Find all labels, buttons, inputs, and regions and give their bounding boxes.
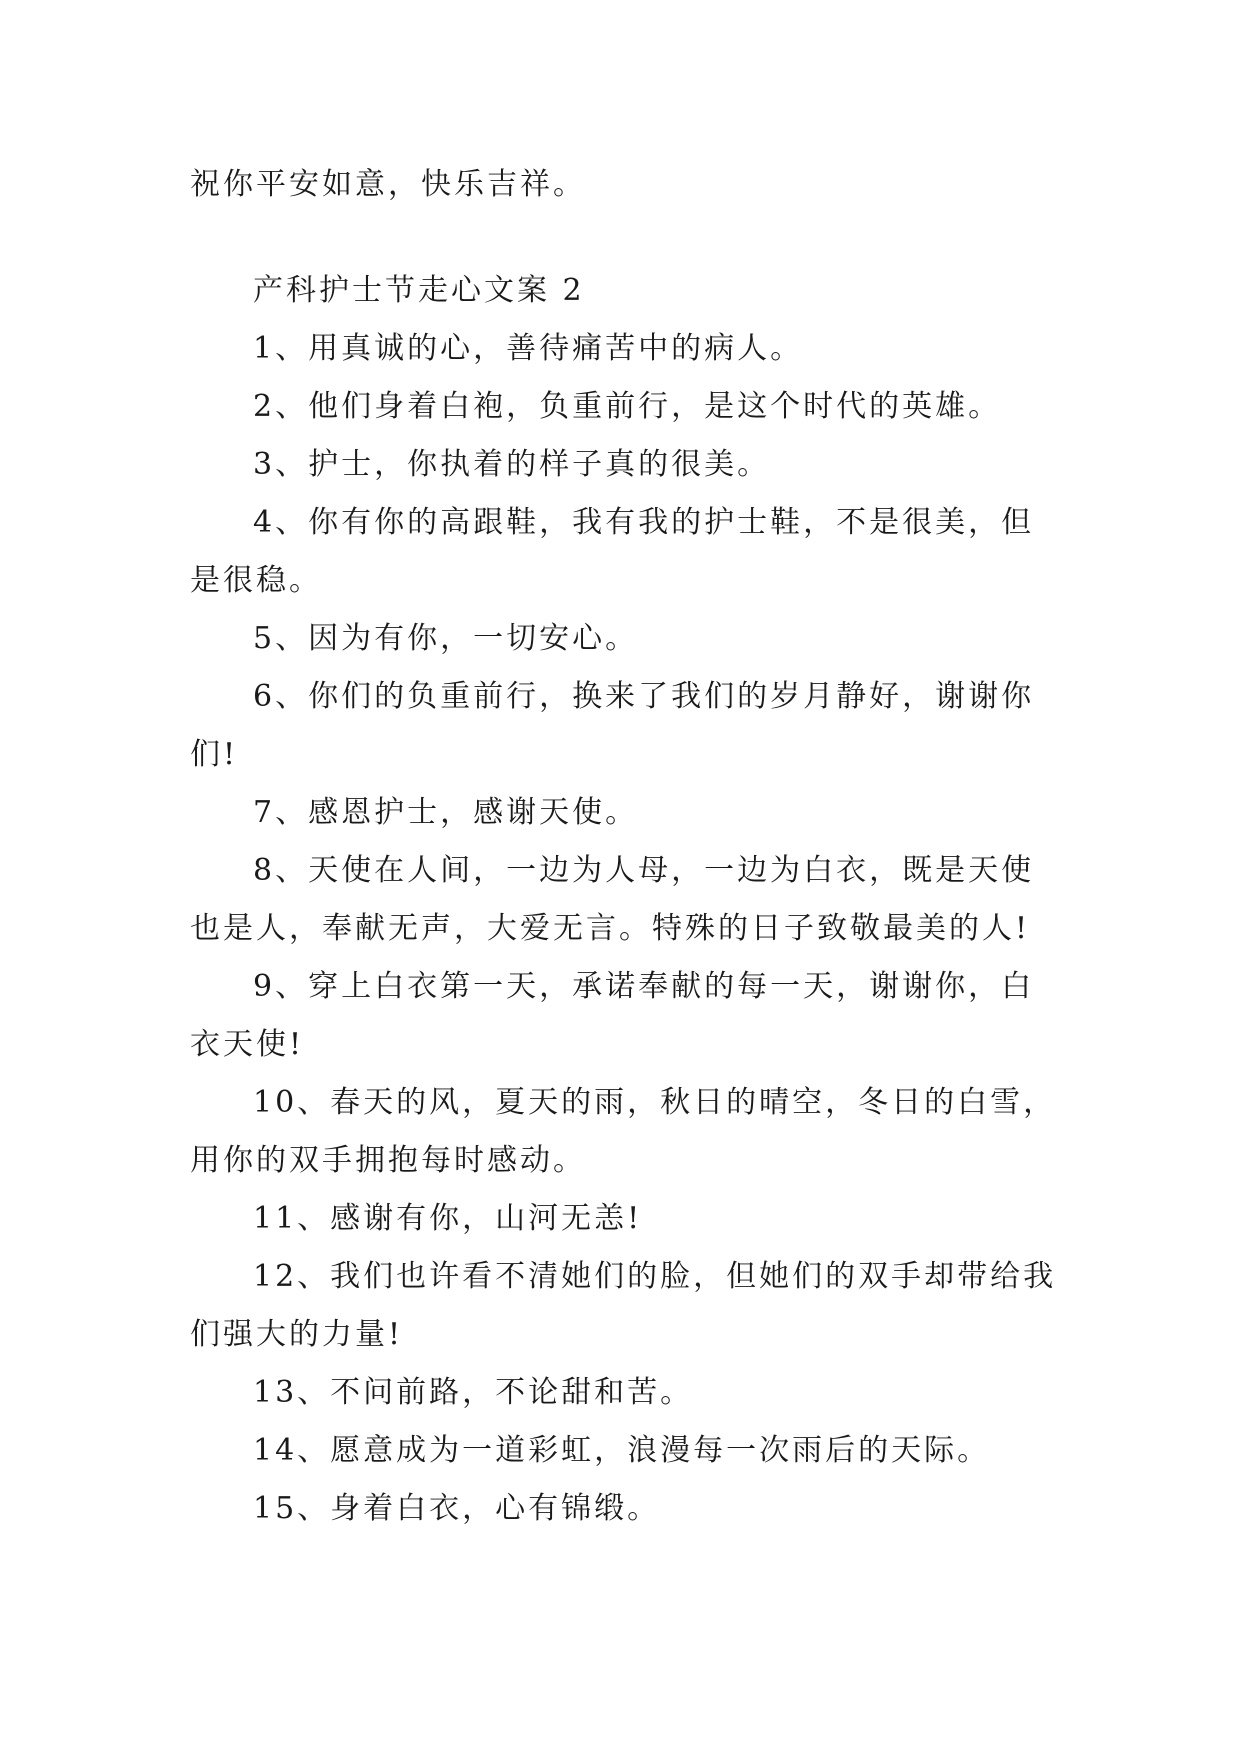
text-line: 用你的双手拥抱每时感动。 <box>190 1143 586 1178</box>
section-title: 产科护士节走心文案 2 <box>253 273 585 308</box>
text-line: 是很稳。 <box>190 563 322 598</box>
text-line: 12、我们也许看不清她们的脸，但她们的双手却带给我 <box>253 1259 1057 1294</box>
text-line: 们! <box>190 737 239 772</box>
text-line: 也是人，奉献无声，大爱无言。特殊的日子致敬最美的人! <box>190 911 1031 946</box>
document-page <box>190 156 1057 1538</box>
text-line: 6、你们的负重前行，换来了我们的岁月静好，谢谢你 <box>253 679 1035 714</box>
text-line: 8、天使在人间，一边为人母，一边为白衣，既是天使 <box>253 853 1035 888</box>
text-line: 3、护士，你执着的样子真的很美。 <box>253 447 771 482</box>
text-line: 14、愿意成为一道彩虹，浪漫每一次雨后的天际。 <box>253 1433 991 1468</box>
text-line: 11、感谢有你，山河无恙! <box>253 1201 643 1236</box>
text-body <box>190 320 1057 1538</box>
text-line: 13、不问前路，不论甜和苦。 <box>253 1375 694 1410</box>
text-line: 10、春天的风，夏天的雨，秋日的晴空，冬日的白雪， <box>253 1085 1057 1120</box>
intro-line: 祝你平安如意，快乐吉祥。 <box>190 167 586 202</box>
text-line: 们强大的力量! <box>190 1317 404 1352</box>
text-line: 2、他们身着白袍，负重前行，是这个时代的英雄。 <box>253 389 1002 424</box>
text-line: 1、用真诚的心，善待痛苦中的病人。 <box>253 331 804 366</box>
text-line: 4、你有你的高跟鞋，我有我的护士鞋，不是很美，但 <box>253 505 1035 540</box>
text-line: 5、因为有你，一切安心。 <box>253 621 639 656</box>
text-line: 9、穿上白衣第一天，承诺奉献的每一天，谢谢你，白 <box>253 969 1035 1004</box>
text-line: 7、感恩护士，感谢天使。 <box>253 795 639 830</box>
paragraph-gap <box>190 214 1050 262</box>
text-line: 15、身着白衣，心有锦缎。 <box>253 1491 661 1526</box>
text-line: 衣天使! <box>190 1027 305 1062</box>
